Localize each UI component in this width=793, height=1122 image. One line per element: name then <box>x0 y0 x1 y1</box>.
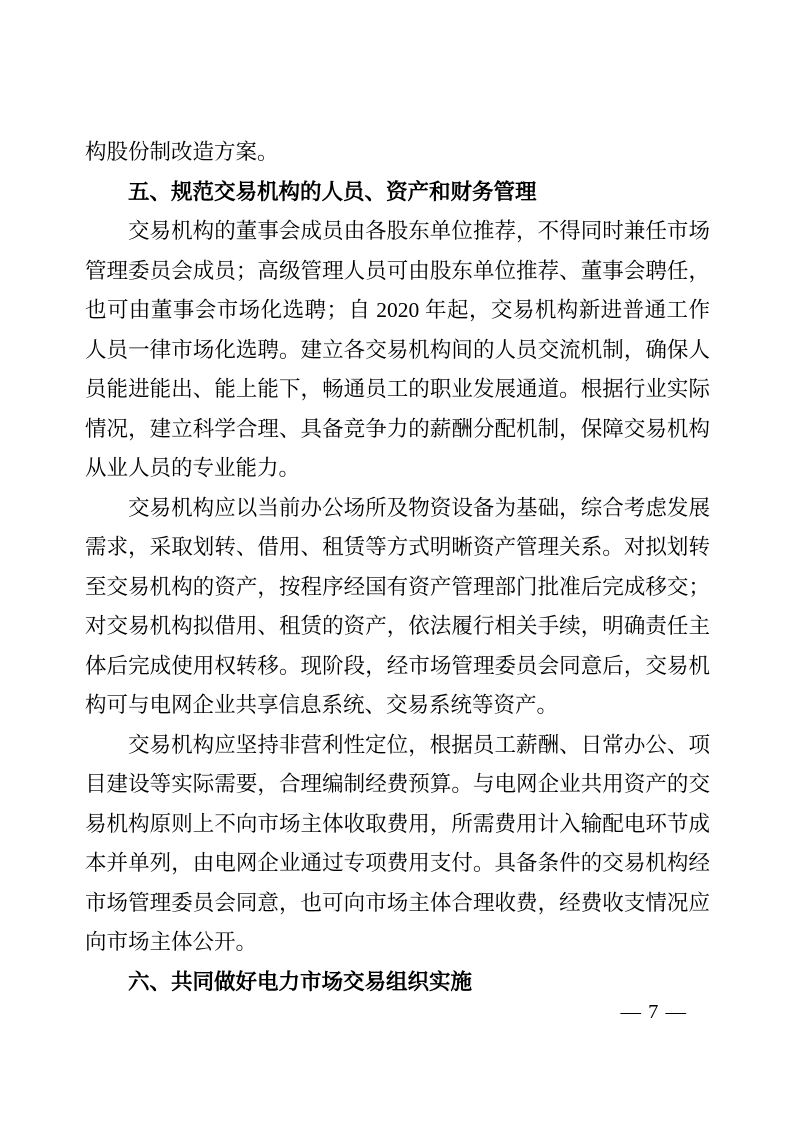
paragraph-finance: 交易机构应坚持非营利性定位，根据员工薪酬、日常办公、项目建设等实际需要，合理编制经费预算。与电网企业共用资产的交易机构原则上不向市场主体收取费用，所需费用计入输配电环节成本并单列，由电网企业通过专项费用支付。具备条件的交易机构经市场管理委员会同意，也可向市场主体合理收费，经费收支情况应向市场主体公开。 <box>85 732 710 954</box>
page-number: — 7 — <box>620 1001 687 1023</box>
paragraph-personnel: 交易机构的董事会成员由各股东单位推荐，不得同时兼任市场管理委员会成员；高级管理人员可由股东单位推荐、董事会聘任，也可由董事会市场化选聘；自 2020 年起，交易机构新进普通工作人员一律市场化选聘。建立各交易机构间的人员交流机制，确保人员能进能出、能上能下，畅通员工的职业发展通道。根据行业实际情况，建立科学合理、具备竞争力的薪酬分配机制，保障交易机构从业人员的专业能力。 <box>85 219 710 480</box>
continuation-paragraph-line: 构股份制改造方案。 <box>85 140 279 164</box>
section-heading-5: 五、规范交易机构的人员、资产和财务管理 <box>128 179 537 204</box>
section-heading-6: 六、共同做好电力市场交易组织实施 <box>128 969 473 994</box>
paragraph-assets: 交易机构应以当前办公场所及物资设备为基础，综合考虑发展需求，采取划转、借用、租赁等方式明晰资产管理关系。对拟划转至交易机构的资产，按程序经国有资产管理部门批准后完成移交；对交易机构拟借用、租赁的资产，依法履行相关手续，明确责任主体后完成使用权转移。现阶段，经市场管理委员会同意后，交易机构可与电网企业共享信息系统、交易系统等资产。 <box>85 495 710 717</box>
document-body <box>85 133 710 1002</box>
